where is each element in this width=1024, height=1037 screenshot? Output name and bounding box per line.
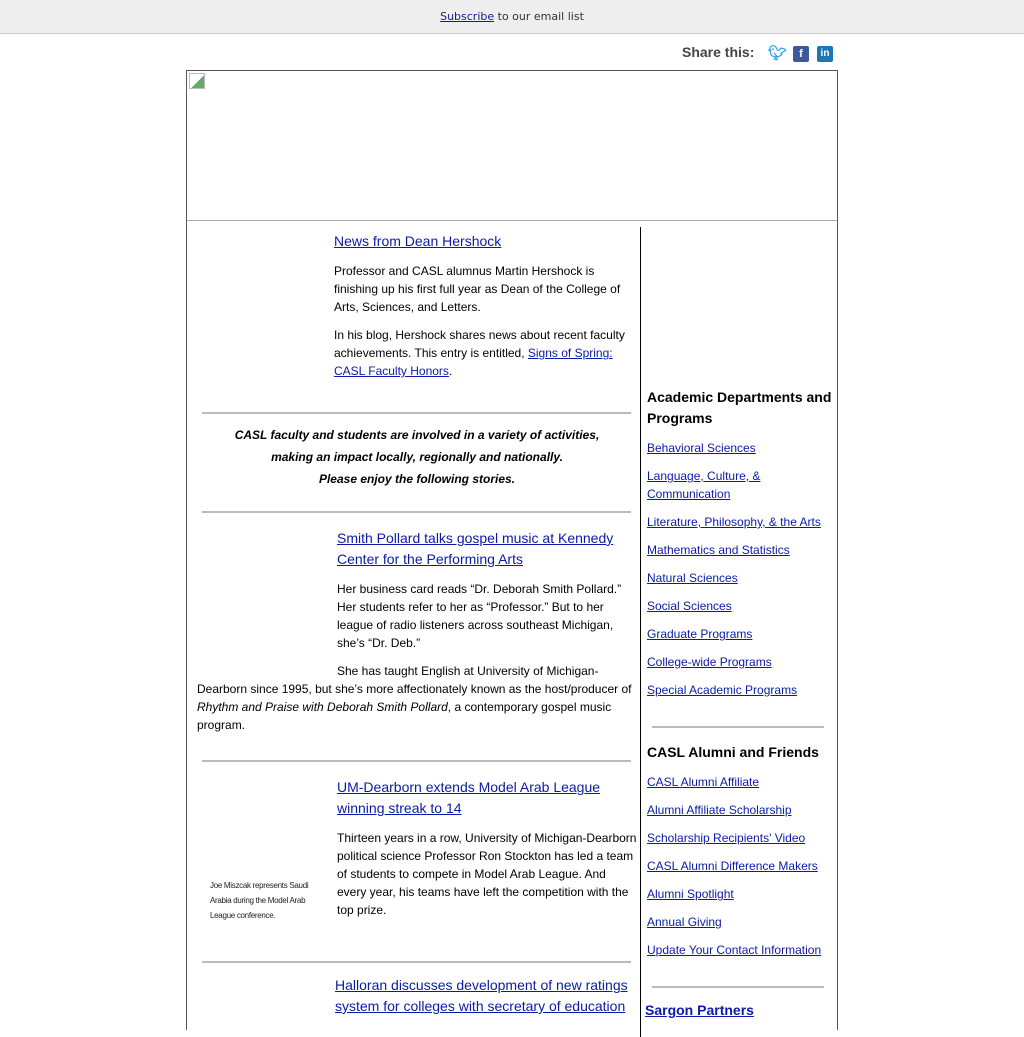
signs-of-spring-link[interactable]: Signs of Spring: CASL Faculty Honors — [334, 346, 613, 378]
sidebar-link[interactable]: CASL Alumni Difference Makers — [647, 859, 818, 873]
subscribe-text: to our email list — [494, 10, 584, 23]
sidebar-heading-departments: Academic Departments and Programs — [647, 389, 832, 426]
sidebar-link[interactable]: Natural Sciences — [647, 571, 738, 585]
newsletter-container — [186, 70, 838, 1030]
intro-text: CASL faculty and students are involved in a variety of activities, making an impact locally, regionally and nationally. Please enjoy the following stories. — [234, 428, 600, 486]
sidebar-link[interactable]: Literature, Philosophy, & the Arts — [647, 515, 821, 529]
subscribe-link[interactable]: Subscribe — [440, 10, 495, 23]
sidebar-link[interactable]: Mathematics and Statistics — [647, 543, 790, 557]
divider — [202, 760, 631, 762]
article-paragraph: Professor and CASL alumnus Martin Hershock is finishing up his first full year as Dean of the College of Arts, Sciences, and Letters. — [334, 264, 621, 314]
sidebar-link[interactable]: Graduate Programs — [647, 627, 753, 641]
article-title-link[interactable]: Smith Pollard talks gospel music at Kennedy Center for the Performing Arts — [337, 530, 614, 567]
sargon-partners-link[interactable]: Sargon Partners — [645, 1002, 754, 1018]
header-banner-image — [187, 71, 837, 221]
sidebar-link[interactable]: Update Your Contact Information — [647, 943, 822, 957]
divider — [202, 511, 631, 513]
sidebar-link[interactable]: Scholarship Recipients' Video — [647, 831, 806, 845]
article-paragraph: In his blog, Hershock shares news about recent faculty achievements. This entry is entitled, Signs of Spring: CASL Faculty Honors. — [334, 328, 625, 378]
photo-caption: Joe Miszcak represents Saudi Arabia during the Model Arab League conference. — [210, 881, 309, 920]
sidebar-link[interactable]: Alumni Spotlight — [647, 887, 734, 901]
sidebar-link[interactable]: Social Sciences — [647, 599, 732, 613]
sidebar-link[interactable]: Language, Culture, & Communication — [647, 469, 761, 501]
sidebar-link[interactable]: Alumni Affiliate Scholarship — [647, 803, 792, 817]
sidebar-heading-alumni: CASL Alumni and Friends — [647, 744, 819, 760]
sidebar-link[interactable]: Annual Giving — [647, 915, 722, 929]
article-title-link[interactable]: News from Dean Hershock — [334, 233, 502, 249]
sidebar-link[interactable]: Special Academic Programs — [647, 683, 798, 697]
sidebar-link[interactable]: Behavioral Sciences — [647, 441, 756, 455]
article-paragraph: Her business card reads “Dr. Deborah Smith Pollard.” Her students refer to her as “Professor.” But to her league of radio listeners across southeast Michigan, she’s “Dr. Deb.” — [337, 582, 622, 650]
sidebar-link[interactable]: CASL Alumni Affiliate — [647, 775, 760, 789]
sidebar-link[interactable]: College-wide Programs — [647, 655, 772, 669]
article-paragraph: She has taught English at University of Michigan-Dearborn since 1995, but she’s more affectionately known as the host/producer of Rhythm and Praise with Deborah Smith Pollard, a contemporary gospel music program. — [197, 664, 632, 732]
article-paragraph: Thirteen years in a row, University of Michigan-Dearborn political science Professor Ron Stockton has led a team of students to compete in Model Arab League. And every year, his teams have left the competition with the top prize. — [337, 831, 637, 917]
linkedin-icon[interactable]: in — [817, 46, 833, 62]
broken-image-icon — [189, 73, 205, 89]
subscribe-bar — [0, 0, 1024, 34]
article-title-link[interactable]: UM-Dearborn extends Model Arab League winning streak to 14 — [337, 779, 601, 816]
facebook-icon[interactable]: f — [793, 46, 809, 62]
divider — [202, 412, 631, 414]
column-divider — [640, 227, 641, 1037]
divider — [652, 726, 824, 728]
divider — [202, 961, 631, 963]
divider — [652, 986, 824, 988]
share-label: Share this: — [682, 44, 755, 60]
article-title-link[interactable]: Halloran discusses development of new ratings system for colleges with secretary of education — [335, 977, 628, 1014]
twitter-icon[interactable]: 🐦︎ — [768, 45, 788, 62]
